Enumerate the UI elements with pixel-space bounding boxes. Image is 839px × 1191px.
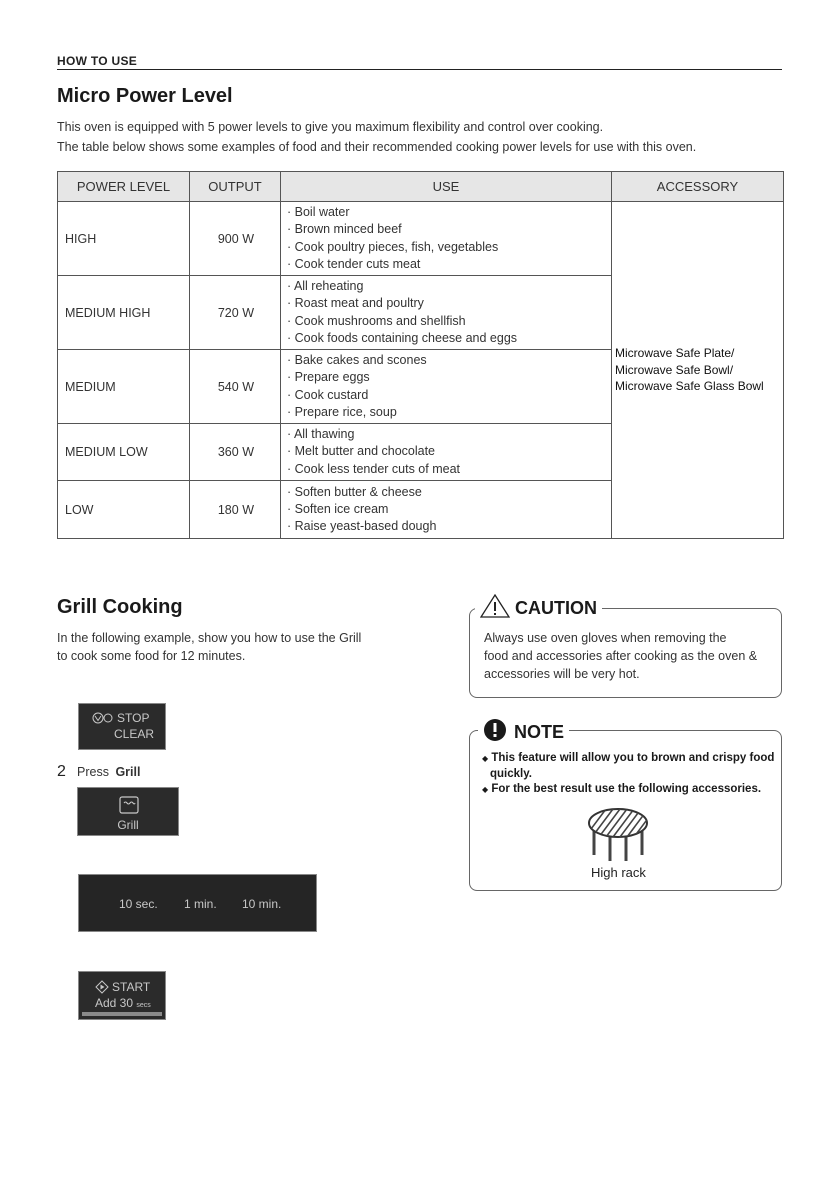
start-button[interactable] [78,971,166,1020]
10-min-button[interactable]: 10 min. [242,897,282,911]
output-cell: 900 W [190,202,281,276]
step-text: Press [77,765,109,779]
start-icon [95,980,109,994]
use-cell [281,350,612,424]
caution-heading [475,594,602,619]
use-item: · Brown minced beef [287,222,402,237]
caution-line: Always use oven gloves when removing the [484,631,727,645]
stop-icon [92,712,114,724]
level-cell: MEDIUM [58,350,190,424]
power-level-table [57,171,784,539]
use-cell [281,481,612,539]
table-header-row [58,172,784,202]
use-item: · Bake cakes and scones [287,353,427,368]
level-cell: MEDIUM HIGH [58,276,190,350]
stop-label: STOP [117,711,150,725]
power-level-title: Micro Power Level [57,85,233,107]
grill-button[interactable] [77,787,179,836]
1-min-button[interactable]: 1 min. [184,897,217,911]
level-cell: MEDIUM LOW [58,424,190,481]
header-output: OUTPUT [190,172,281,202]
note-bullet-1-cont: quickly. [490,767,532,780]
accessory-line: Microwave Safe Glass Bowl [615,379,764,394]
caution-text [484,629,757,683]
bullet-icon: ◆ [482,785,489,794]
use-item: · Soften ice cream [287,501,389,516]
output-cell: 540 W [190,350,281,424]
10-sec-button[interactable]: 10 sec. [119,897,158,911]
header-accessory: ACCESSORY [612,172,784,202]
header-use: USE [281,172,612,202]
power-intro-line-2: The table below shows some examples of food and their recommended cooking power levels for use with this oven. [57,140,697,154]
high-rack-icon [586,805,650,865]
header-power-level: POWER LEVEL [58,172,190,202]
use-item: · All thawing [287,427,355,442]
note-icon [483,718,509,742]
use-item: · Soften butter & cheese [287,484,422,499]
start-label: START [112,980,151,994]
stop-clear-button[interactable] [78,703,166,750]
use-item: · Cook poultry pieces, fish, vegetables [287,239,499,254]
output-cell: 360 W [190,424,281,481]
note-heading [478,718,569,743]
grill-cooking-title: Grill Cooking [57,596,183,618]
use-item: · Prepare rice, soup [287,404,397,419]
table-row [58,202,784,276]
step-bold-text: Grill [115,765,141,779]
use-item: · Boil water [287,205,350,220]
note-bullet-2: For the best result use the following accessories. [491,783,762,795]
use-item: · All reheating [287,279,364,294]
use-item: · Roast meat and poultry [287,296,424,311]
time-buttons-panel [78,874,317,932]
note-title: NOTE [514,722,565,742]
section-header: HOW TO USE [57,54,782,70]
use-item: · Cook foods containing cheese and eggs [287,330,518,345]
grill-intro-line-1: In the following example, show you how to use the Grill [57,631,362,645]
caution-title: CAUTION [515,598,598,618]
use-cell [281,276,612,350]
use-item: · Prepare eggs [287,370,370,385]
step-number: 2 [57,763,66,780]
caution-line: accessories will be very hot. [484,667,640,681]
add-secs-label: secs [136,1002,151,1009]
accessory-cell [612,202,784,539]
high-rack-label: High rack [591,865,646,880]
warning-triangle-icon [480,594,510,618]
use-cell [281,202,612,276]
output-cell: 720 W [190,276,281,350]
grill-intro-line-2: to cook some food for 12 minutes. [57,649,246,663]
use-item: · Raise yeast-based dough [287,519,437,534]
use-item: · Cook custard [287,387,369,402]
level-cell: LOW [58,481,190,539]
add-30-label: Add 30 [95,996,134,1010]
use-cell [281,424,612,481]
output-cell: 180 W [190,481,281,539]
grill-icon [119,796,139,814]
note-bullet-1: This feature will allow you to brown and crispy food [491,752,775,764]
bullet-icon: ◆ [482,754,489,763]
use-item: · Cook tender cuts meat [287,256,421,271]
grill-button-label: Grill [117,818,139,832]
use-item: · Cook mushrooms and shellfish [287,313,466,328]
level-cell: HIGH [58,202,190,276]
accessory-line: Microwave Safe Bowl/ [615,362,734,377]
caution-line: food and accessories after cooking as the oven & [484,649,758,663]
note-text [482,751,778,798]
start-underline [82,1012,162,1016]
power-intro-line-1: This oven is equipped with 5 power levels to give you maximum flexibility and control over cooking. [57,120,604,134]
use-item: · Cook less tender cuts of meat [287,461,460,476]
clear-label: CLEAR [114,727,155,741]
use-item: · Melt butter and chocolate [287,444,435,459]
accessory-line: Microwave Safe Plate/ [615,346,735,361]
